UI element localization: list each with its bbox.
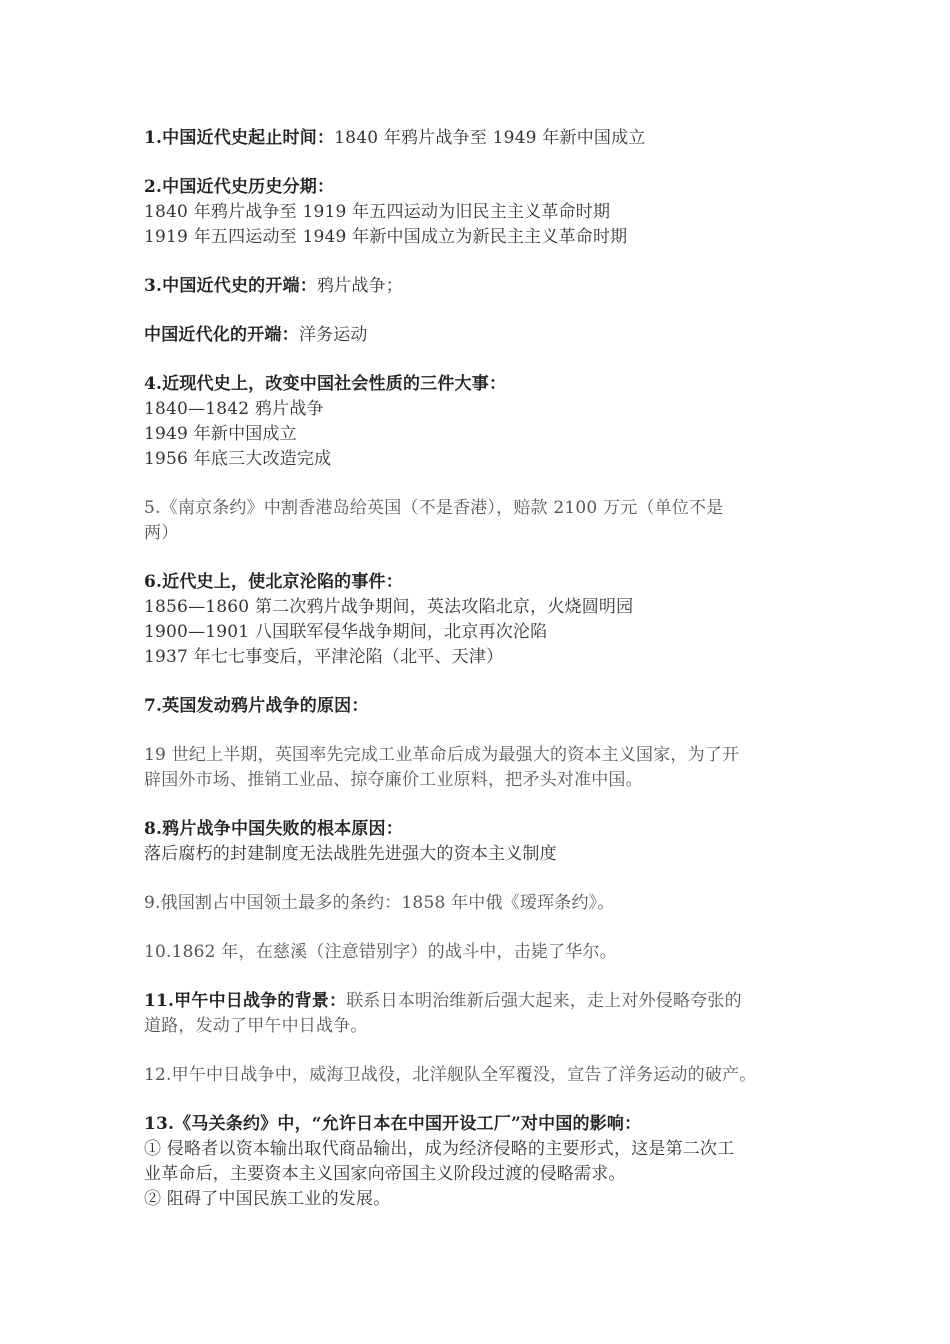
item-6-heading	[144, 570, 824, 595]
item-4-heading	[144, 372, 824, 397]
item-11-heading: 11.甲午中日战争的背景：	[144, 991, 347, 1011]
spacer	[144, 965, 824, 989]
item-1-heading: 1.中国近代史起止时间：	[144, 128, 335, 148]
item-4-heading-text: 4.近现代史上，改变中国社会性质的三件大事：	[144, 374, 507, 394]
spacer	[144, 250, 824, 274]
spacer	[144, 1088, 824, 1112]
item-8-heading-text: 8.鸦片战争中国失败的根本原因：	[144, 819, 403, 839]
item-13-heading	[144, 1112, 824, 1137]
item-6-heading-text: 6.近代史上，使北京沦陷的事件：	[144, 572, 403, 592]
item-13-line-3: ② 阻碍了中国民族工业的发展。	[144, 1189, 391, 1209]
document-page	[144, 126, 824, 1212]
item-2-line-1: 1840 年鸦片战争至 1919 年五四运动为旧民主主义革命时期	[144, 202, 611, 222]
spacer	[144, 348, 824, 372]
item-6-line-3: 1937 年七七事变后，平津沦陷（北平、天津）	[144, 647, 504, 667]
spacer	[144, 299, 824, 323]
item-1	[144, 126, 824, 151]
item-7-heading	[144, 694, 824, 719]
item-6-line-1: 1856—1860 第二次鸦片战争期间，英法攻陷北京，火烧圆明园	[144, 597, 634, 617]
spacer	[144, 719, 824, 743]
item-4-line-2: 1949 年新中国成立	[144, 424, 297, 444]
item-7-line-2: 辟国外市场、推销工业品、掠夺廉价工业原料，把矛头对准中国。	[144, 770, 643, 790]
item-3b	[144, 323, 824, 348]
item-3b-text: 洋务运动	[298, 325, 368, 345]
spacer	[144, 546, 824, 570]
item-13-heading-text: 13.《马关条约》中，“允许日本在中国开设工厂”对中国的影响：	[144, 1114, 642, 1134]
spacer	[144, 793, 824, 817]
item-4-line-1: 1840—1842 鸦片战争	[144, 399, 324, 419]
item-13-line-2: 业革命后，主要资本主义国家向帝国主义阶段过渡的侵略需求。	[144, 1164, 626, 1184]
item-1-text: 1840 年鸦片战争至 1949 年新中国成立	[334, 128, 646, 148]
spacer	[144, 670, 824, 694]
item-5-line-2: 两）	[144, 523, 179, 543]
spacer	[144, 867, 824, 891]
item-5-line-1: 5.《南京条约》中割香港岛给英国（不是香港），赔款 2100 万元（单位不是	[144, 498, 724, 518]
spacer	[144, 151, 824, 175]
item-11-line-1	[144, 989, 824, 1014]
item-2-heading-text: 2.中国近代史历史分期：	[144, 177, 335, 197]
item-3-text: 鸦片战争；	[316, 276, 403, 296]
item-6-line-2: 1900—1901 八国联军侵华战争期间，北京再次沦陷	[144, 622, 548, 642]
item-2-line-2: 1919 年五四运动至 1949 年新中国成立为新民主主义革命时期	[144, 227, 628, 247]
item-2-heading	[144, 175, 824, 200]
item-3b-heading: 中国近代化的开端：	[144, 325, 299, 345]
item-12: 12.甲午中日战争中，威海卫战役，北洋舰队全军覆没，宣告了洋务运动的破产。	[144, 1065, 757, 1085]
spacer	[144, 472, 824, 496]
item-10: 10.1862 年，在慈溪（注意错别字）的战斗中，击毙了华尔。	[144, 942, 617, 962]
item-9: 9.俄国割占中国领土最多的条约：1858 年中俄《瑷珲条约》。	[144, 893, 615, 913]
item-11-text: 联系日本明治维新后强大起来，走上对外侵略夸张的	[346, 991, 742, 1011]
item-3-heading: 3.中国近代史的开端：	[144, 276, 317, 296]
item-7-heading-text: 7.英国发动鸦片战争的原因：	[144, 696, 369, 716]
spacer	[144, 1039, 824, 1063]
item-3	[144, 274, 824, 299]
spacer	[144, 916, 824, 940]
item-13-line-1: ① 侵略者以资本输出取代商品输出，成为经济侵略的主要形式，这是第二次工	[144, 1139, 735, 1159]
item-8-line-1: 落后腐朽的封建制度无法战胜先进强大的资本主义制度	[144, 844, 557, 864]
item-11-line-2: 道路，发动了甲午中日战争。	[144, 1016, 368, 1036]
item-4-line-3: 1956 年底三大改造完成	[144, 449, 332, 469]
item-8-heading	[144, 817, 824, 842]
item-7-line-1: 19 世纪上半期，英国率先完成工业革命后成为最强大的资本主义国家，为了开	[144, 745, 740, 765]
